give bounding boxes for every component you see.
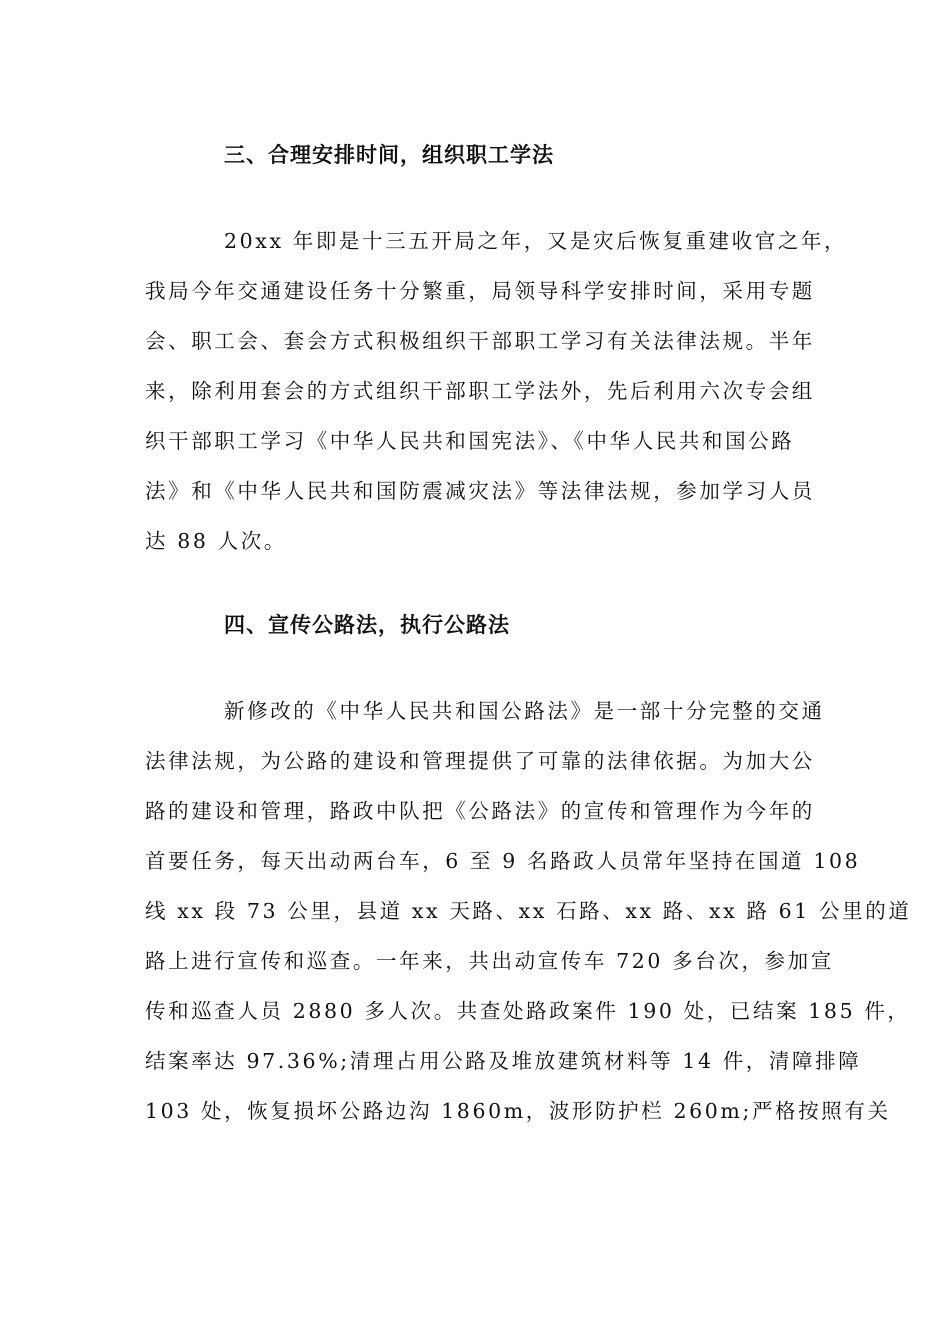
paragraph-line: 首要任务，每天出动两台车，6 至 9 名路政人员常年坚持在国道 108	[145, 849, 861, 873]
section-4-heading: 四、宣传公路法，执行公路法	[224, 613, 510, 637]
paragraph-line: 法律法规，为公路的建设和管理提供了可靠的法律依据。为加大公	[145, 749, 815, 773]
paragraph-line: 来，除利用套会的方式组织干部职工学法外，先后利用六次专会组	[145, 379, 815, 403]
paragraph-line: 20xx 年即是十三五开局之年，又是灾后恢复重建收官之年，	[224, 229, 848, 253]
paragraph-line: 路的建设和管理，路政中队把《公路法》的宣传和管理作为今年的	[145, 799, 815, 823]
paragraph-line: 新修改的《中华人民共和国公路法》是一部十分完整的交通	[224, 699, 825, 723]
paragraph-line: 会、职工会、套会方式积极组织干部职工学习有关法律法规。半年	[145, 329, 815, 353]
paragraph-line: 传和巡查人员 2880 多人次。共查处路政案件 190 处，已结案 185 件，	[145, 999, 911, 1023]
section-3-heading: 三、合理安排时间，组织职工学法	[224, 143, 554, 167]
paragraph-line: 达 88 人次。	[145, 529, 287, 553]
paragraph-line: 法》和《中华人民共和国防震减灾法》等法律法规，参加学习人员	[145, 479, 815, 503]
paragraph-line: 线 xx 段 73 公里，县道 xx 天路、xx 石路、xx 路、xx 路 61 公里的道	[145, 899, 912, 923]
paragraph-line: 结案率达 97.36%;清理占用公路及堆放建筑材料等 14 件，清障排障	[145, 1049, 862, 1073]
paragraph-line: 我局今年交通建设任务十分繁重，局领导科学安排时间，采用专题	[145, 279, 815, 303]
paragraph-line: 103 处，恢复损坏公路边沟 1860m，波形防护栏 260m;严格按照有关	[145, 1099, 891, 1123]
paragraph-line: 路上进行宣传和巡查。一年来，共出动宣传车 720 多台次，参加宣	[145, 949, 834, 973]
paragraph-line: 织干部职工学习《中华人民共和国宪法》、《中华人民共和国公路	[145, 429, 795, 453]
